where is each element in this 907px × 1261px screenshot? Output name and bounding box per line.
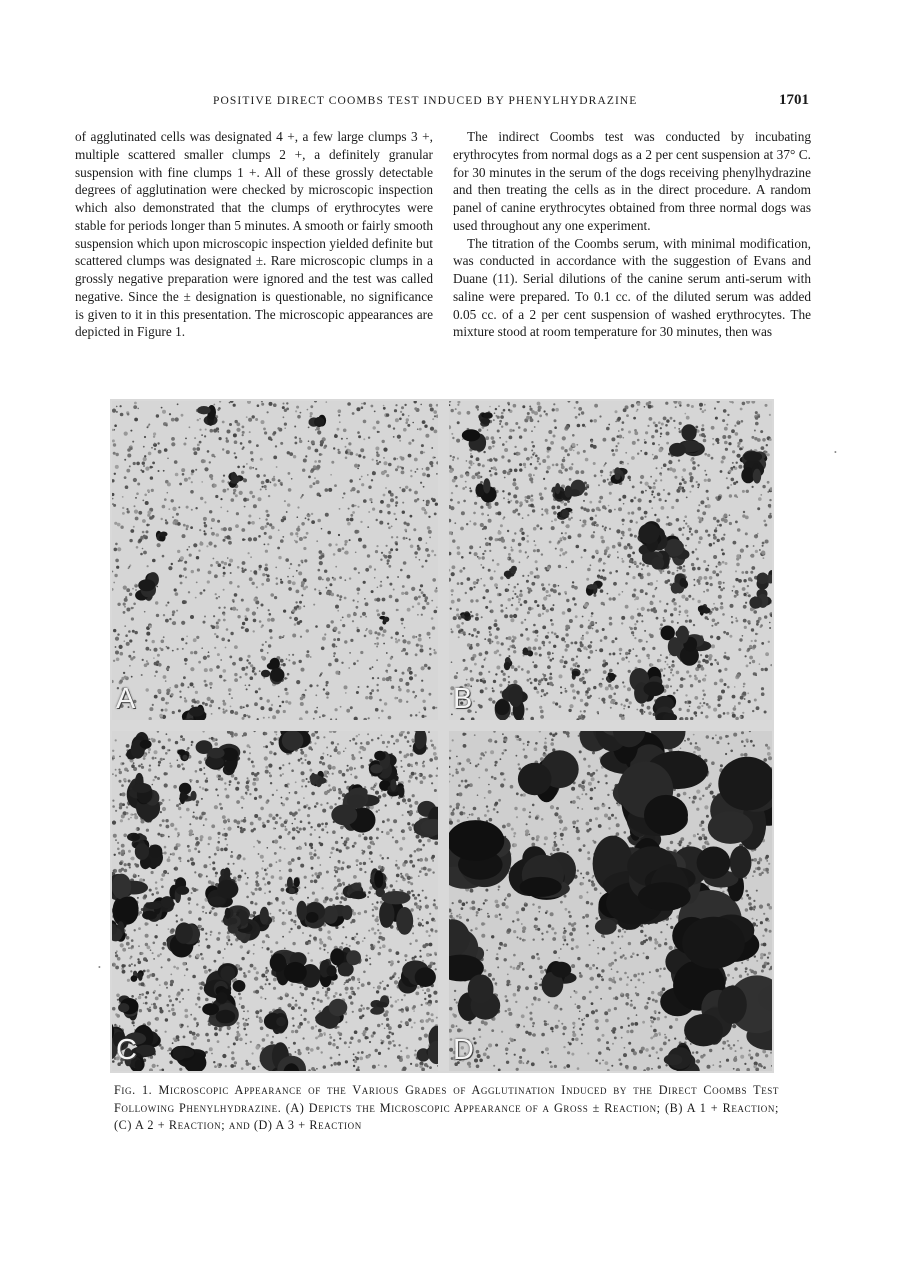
micrograph-panel-d <box>449 731 772 1071</box>
panel-letter-c: C <box>116 1034 137 1066</box>
micrograph-a-image <box>112 401 438 720</box>
left-column <box>75 128 433 341</box>
right-column <box>453 128 811 341</box>
page-number: 1701 <box>779 92 809 108</box>
micrograph-b-image <box>449 401 772 720</box>
figure-caption: Fig. 1. Microscopic Appearance of the Various Grades of Agglutination Induced by the Direct Coombs Test Following Phenylhydrazine. (A) Depicts the Microscopic Appearance of a Gross ± Reaction; (B) A 1 + Reaction; (C) A 2 + Reaction; and (D) A 3 + Reaction <box>114 1083 779 1132</box>
scan-speck: • <box>98 963 101 972</box>
running-title: POSITIVE DIRECT COOMBS TEST INDUCED BY PHENYLHYDRAZINE <box>213 95 638 107</box>
scan-speck: • <box>834 448 837 457</box>
micrograph-panel-a <box>112 401 438 720</box>
micrograph-panel-b <box>449 401 772 720</box>
panel-letter-a: A <box>116 683 136 715</box>
panel-letter-d: D <box>453 1034 474 1066</box>
panel-letter-b: B <box>453 683 473 715</box>
figure-plate <box>110 399 774 1073</box>
right-paragraph-2: The titration of the Coombs serum, with minimal modification, was conducted in accordance with the suggestion of Evans and Duane (11). Serial dilutions of the canine serum anti-serum with saline were prepared. To 0.1 cc. of the diluted serum was added 0.05 cc. of a 2 per cent suspension of washed erythrocytes. The mixture stood at room temperature for 30 minutes, then was <box>453 235 811 340</box>
micrograph-panel-c <box>112 731 438 1071</box>
left-paragraph-1: of agglutinated cells was designated 4 +, a few large clumps 3 +, multiple scattered smaller clumps 2 +, a definitely granular suspension with fine clumps 1 +. All of these grossly detectable degrees of agglutination were checked by microscopic inspection which also demonstrated that the clumps of erythrocytes were stable for periods longer than 5 minutes. A smooth or fairly smooth suspension which upon microscopic inspection yielded definite but scattered clumps was designated ±. Rare microscopic clumps in a grossly negative preparation were ignored and the test was called negative. Since the ± designation is questionable, no significance is given to it in this presentation. The microscopic appearances are depicted in Figure 1. <box>75 129 433 340</box>
running-head <box>75 92 811 114</box>
micrograph-d-image <box>449 731 772 1071</box>
right-paragraph-1: The indirect Coombs test was conducted by incubating erythrocytes from normal dogs as a 2 per cent suspension at 37° C. for 30 minutes in the serum of the dogs receiving phenylhydrazine and then treating the cells as in the direct procedure. A random panel of canine erythrocytes obtained from three normal dogs was used throughout any one experiment. <box>453 129 811 233</box>
micrograph-c-image <box>112 731 438 1071</box>
